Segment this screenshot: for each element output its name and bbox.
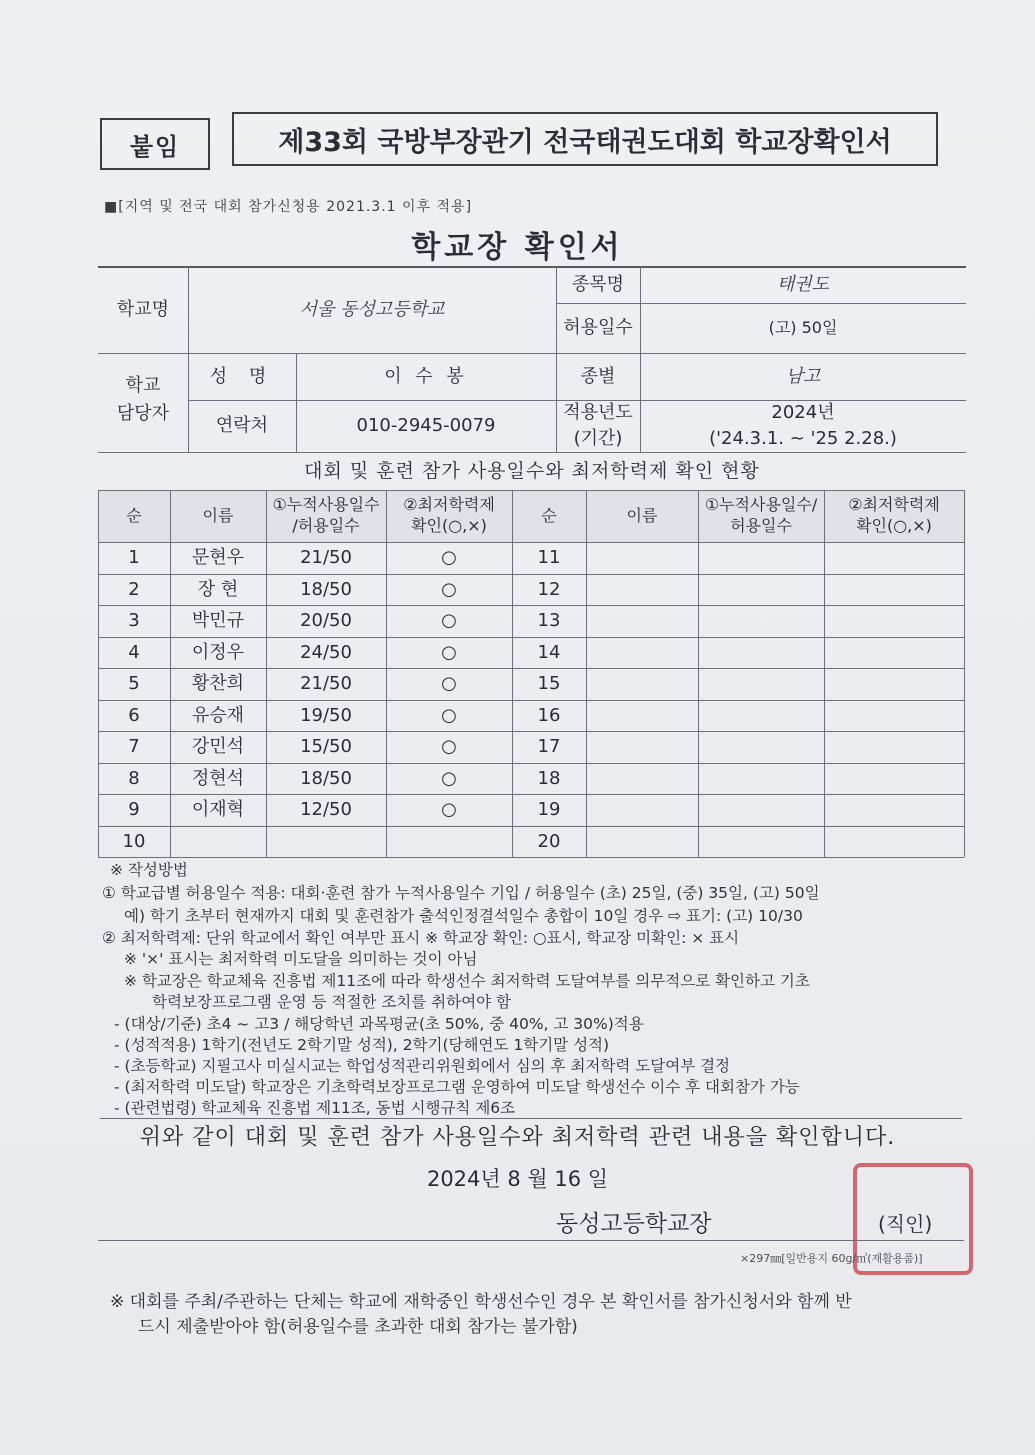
instruction-line: - (성적적용) 1학기(전년도 2학기말 성적), 2학기(당해연도 1학기말 성적) — [114, 1036, 610, 1054]
used-days — [266, 826, 386, 858]
athlete-name: 황찬희 — [191, 673, 245, 695]
row-number: 4 — [128, 641, 140, 663]
column-header: ②최저학력제 확인(○,×) — [403, 495, 495, 535]
row-number: 15 — [537, 673, 561, 695]
row-number: 5 — [128, 673, 140, 695]
main-title: 학교장 확인서 — [411, 230, 624, 265]
footer-note: ※ 대회를 주최/주관하는 단체는 학교에 재학중인 학생선수인 경우 본 확인서를 참가신청서와 함께 반 — [110, 1292, 852, 1312]
sport-label: 종목명 — [571, 273, 625, 295]
row-number: 18 — [537, 767, 561, 789]
school-label: 학교명 — [116, 298, 170, 320]
name-label: 성 명 — [209, 365, 275, 387]
used-days: 24/50 — [300, 641, 352, 663]
row-number: 6 — [128, 704, 140, 726]
athlete-name: 장 현 — [197, 578, 239, 600]
year-label: (기간) — [573, 428, 623, 450]
column-header: 이름 — [202, 505, 234, 525]
table-border — [98, 452, 966, 453]
table-grid-line — [824, 490, 825, 857]
instruction-line: ※ '×' 표시는 최저학력 미도달을 의미하는 것이 아님 — [124, 950, 478, 968]
divider — [98, 1240, 964, 1241]
athlete-name: 정현석 — [191, 767, 245, 789]
row-number: 3 — [128, 610, 140, 632]
instruction-line: - (대상/기준) 초4 ~ 고3 / 해당학년 과목평균(초 50%, 중 40%, 고 30%)적용 — [114, 1015, 644, 1033]
confirmation-statement: 위와 같이 대회 및 훈련 참가 사용일수와 최저학력 관련 내용을 확인합니다. — [139, 1125, 896, 1150]
used-days: 15/50 — [300, 736, 352, 758]
academic-check: ○ — [441, 704, 457, 726]
attachment-tag: 붙임 — [100, 118, 210, 170]
instruction-line: 예) 학기 초부터 현재까지 대회 및 훈련참가 출석인정결석일수 총합이 10일 경우 ⇨ 표기: (고) 10/30 — [124, 907, 803, 925]
table-grid-line — [964, 490, 965, 857]
row-number: 19 — [537, 799, 561, 821]
seal-label: (직인) — [878, 1212, 933, 1236]
row-number: 20 — [537, 830, 561, 852]
row-number: 17 — [537, 736, 561, 758]
athlete-name: 강민석 — [191, 736, 245, 758]
instruction-line: - (관련법령) 학교체육 진흥법 제11조, 동법 시행규칙 제6조 — [114, 1099, 516, 1117]
sport-value: 태권도 — [776, 273, 830, 295]
academic-check: ○ — [441, 578, 457, 600]
instruction-line: ※ 작성방법 — [110, 861, 188, 879]
athlete-name: 유승재 — [191, 704, 245, 726]
instruction-line: ② 최저학력제: 단위 학교에서 확인 여부만 표시 ※ 학교장 확인: ○표시, 학교장 미확인: × 표시 — [102, 929, 740, 947]
year-label: 적용년도 — [563, 402, 633, 424]
used-days: 18/50 — [300, 767, 352, 789]
phone-label: 연락처 — [215, 415, 269, 437]
instruction-line: - (초등학교) 지필고사 미실시교는 학업성적관리위원회에서 심의 후 최저학력 도달여부 결정 — [114, 1057, 731, 1075]
athlete-name — [170, 826, 266, 858]
principal-name: 동성고등학교장 — [556, 1211, 712, 1237]
athlete-name: 문현우 — [191, 547, 245, 569]
allowed-days-value: (고) 50일 — [768, 317, 838, 337]
instruction-line: ※ 학교장은 학교체육 진흥법 제11조에 따라 학생선수 최저학력 도달여부를 의무적으로 확인하고 기초 — [124, 972, 810, 990]
row-number: 13 — [537, 610, 561, 632]
allowed-days-label: 허용일수 — [563, 317, 633, 339]
academic-check: ○ — [441, 673, 457, 695]
used-days: 19/50 — [300, 704, 352, 726]
used-days: 18/50 — [300, 578, 352, 600]
athlete-name: 이정우 — [191, 641, 245, 663]
school-value: 서울 동성고등학교 — [299, 298, 445, 320]
academic-check: ○ — [441, 799, 457, 821]
row-number: 7 — [128, 736, 140, 758]
column-header: 이름 — [626, 505, 658, 525]
name-value: 이 수 봉 — [384, 365, 468, 387]
row-number: 8 — [128, 767, 140, 789]
used-days: 20/50 — [300, 610, 352, 632]
column-header: ①누적사용일수 /허용일수 — [272, 495, 380, 535]
section-title: 대회 및 훈련 참가 사용일수와 최저학력제 확인 현황 — [304, 459, 760, 482]
academic-check — [386, 826, 512, 858]
academic-check: ○ — [441, 610, 457, 632]
footer-note: 드시 제출받아야 함(허용일수를 초과한 대회 참가는 불가함) — [138, 1317, 578, 1337]
academic-check: ○ — [441, 547, 457, 569]
contact-label: 학교 — [125, 375, 161, 397]
form-usage-note: ■[지역 및 전국 대회 참가신청용 2021.3.1 이후 적용] — [104, 199, 473, 215]
paper-spec: ×297㎜[일반용지 60g/㎡(재활용품)] — [740, 1252, 923, 1265]
used-days: 21/50 — [300, 547, 352, 569]
row-number: 9 — [128, 799, 140, 821]
academic-check: ○ — [441, 641, 457, 663]
used-days: 12/50 — [300, 799, 352, 821]
phone-value: 010-2945-0079 — [356, 415, 496, 437]
document-title: 제33회 국방부장관기 전국태권도대회 학교장확인서 — [232, 112, 938, 166]
instruction-line: 학력보장프로그램 운영 등 적절한 조치를 취하여야 함 — [152, 993, 511, 1011]
academic-check: ○ — [441, 736, 457, 758]
athlete-name: 이재혁 — [191, 799, 245, 821]
row-number: 11 — [537, 547, 561, 569]
divider — [100, 1118, 962, 1119]
row-number: 14 — [537, 641, 561, 663]
instruction-line: ① 학교급별 허용일수 적용: 대회·훈련 참가 누적사용일수 기입 / 허용일수 (초) 25일, (중) 35일, (고) 50일 — [102, 884, 820, 902]
instruction-line: - (최저학력 미도달) 학교장은 기초학력보장프로그램 운영하여 미도달 학생선수 이수 후 대회참가 가능 — [114, 1078, 800, 1096]
column-header: ①누적사용일수/ 허용일수 — [704, 495, 818, 535]
column-header: 순 — [126, 505, 142, 525]
row-number: 2 — [128, 578, 140, 600]
used-days: 21/50 — [300, 673, 352, 695]
row-number: 1 — [128, 547, 140, 569]
row-number: 12 — [537, 578, 561, 600]
academic-check: ○ — [441, 767, 457, 789]
column-header: ②최저학력제 확인(○,×) — [848, 495, 940, 535]
athlete-name: 박민규 — [191, 610, 245, 632]
column-header: 순 — [541, 505, 557, 525]
table-grid-line — [698, 490, 699, 857]
table-grid-line — [586, 490, 587, 857]
row-number: 10 — [122, 830, 146, 852]
year-period: ('24.3.1. ~ '25 2.28.) — [709, 428, 897, 450]
confirmation-date: 2024년 8 월 16 일 — [426, 1167, 609, 1191]
gender-label: 종별 — [580, 365, 616, 387]
gender-value: 남고 — [785, 365, 821, 387]
year-value: 2024년 — [771, 402, 835, 424]
table-grid-line — [98, 857, 964, 858]
row-number: 16 — [537, 704, 561, 726]
contact-label: 담당자 — [116, 403, 170, 425]
